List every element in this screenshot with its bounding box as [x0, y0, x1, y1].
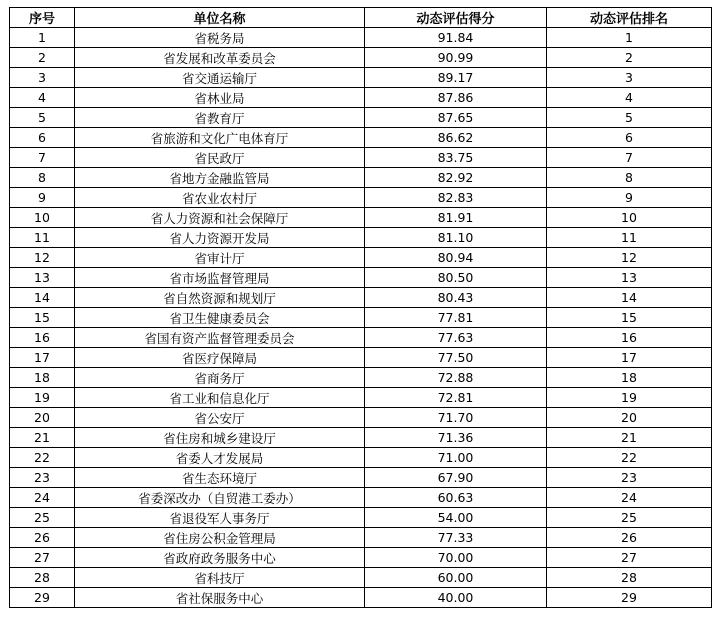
score-value: 90.99 — [365, 48, 547, 68]
unit-name: 省科技厅 — [75, 568, 365, 588]
table-row — [10, 468, 712, 488]
unit-name: 省政府政务服务中心 — [75, 548, 365, 568]
row-number: 2 — [10, 48, 75, 68]
rank-value: 11 — [547, 228, 712, 248]
unit-name: 省交通运输厅 — [75, 68, 365, 88]
score-value: 82.83 — [365, 188, 547, 208]
unit-name: 省社保服务中心 — [75, 588, 365, 608]
rank-value: 22 — [547, 448, 712, 468]
row-number: 7 — [10, 148, 75, 168]
rank-value: 29 — [547, 588, 712, 608]
rank-value: 20 — [547, 408, 712, 428]
unit-name: 省工业和信息化厅 — [75, 388, 365, 408]
table-row — [10, 68, 712, 88]
table-row — [10, 308, 712, 328]
row-number: 14 — [10, 288, 75, 308]
rank-value: 14 — [547, 288, 712, 308]
unit-name: 省医疗保障局 — [75, 348, 365, 368]
score-value: 87.65 — [365, 108, 547, 128]
row-number: 9 — [10, 188, 75, 208]
score-value: 91.84 — [365, 28, 547, 48]
table-row — [10, 448, 712, 468]
row-number: 4 — [10, 88, 75, 108]
table-row — [10, 228, 712, 248]
row-number: 25 — [10, 508, 75, 528]
score-value: 77.81 — [365, 308, 547, 328]
row-number: 19 — [10, 388, 75, 408]
rank-value: 24 — [547, 488, 712, 508]
table-row — [10, 328, 712, 348]
row-number: 21 — [10, 428, 75, 448]
score-value: 89.17 — [365, 68, 547, 88]
unit-name: 省农业农村厅 — [75, 188, 365, 208]
table-row — [10, 108, 712, 128]
unit-name: 省市场监督管理局 — [75, 268, 365, 288]
score-value: 40.00 — [365, 588, 547, 608]
table-row — [10, 508, 712, 528]
score-value: 81.10 — [365, 228, 547, 248]
table-row — [10, 148, 712, 168]
table-row — [10, 28, 712, 48]
row-number: 24 — [10, 488, 75, 508]
row-number: 6 — [10, 128, 75, 148]
table-row — [10, 408, 712, 428]
unit-name: 省卫生健康委员会 — [75, 308, 365, 328]
score-value: 77.63 — [365, 328, 547, 348]
row-number: 8 — [10, 168, 75, 188]
row-number: 13 — [10, 268, 75, 288]
table-row — [10, 88, 712, 108]
rank-value: 27 — [547, 548, 712, 568]
header-no: 序号 — [10, 8, 75, 28]
unit-name: 省委深改办（自贸港工委办） — [75, 488, 365, 508]
score-value: 77.50 — [365, 348, 547, 368]
table-row — [10, 208, 712, 228]
table-row — [10, 128, 712, 148]
row-number: 17 — [10, 348, 75, 368]
row-number: 18 — [10, 368, 75, 388]
rank-value: 1 — [547, 28, 712, 48]
rank-value: 12 — [547, 248, 712, 268]
score-value: 54.00 — [365, 508, 547, 528]
rank-value: 19 — [547, 388, 712, 408]
rank-value: 7 — [547, 148, 712, 168]
unit-name: 省自然资源和规划厅 — [75, 288, 365, 308]
unit-name: 省住房公积金管理局 — [75, 528, 365, 548]
score-value: 71.00 — [365, 448, 547, 468]
table-row — [10, 388, 712, 408]
unit-name: 省商务厅 — [75, 368, 365, 388]
table-row — [10, 548, 712, 568]
table-row — [10, 188, 712, 208]
unit-name: 省国有资产监督管理委员会 — [75, 328, 365, 348]
score-value: 71.36 — [365, 428, 547, 448]
score-value: 80.94 — [365, 248, 547, 268]
row-number: 22 — [10, 448, 75, 468]
rank-value: 26 — [547, 528, 712, 548]
rank-value: 2 — [547, 48, 712, 68]
score-value: 86.62 — [365, 128, 547, 148]
rank-value: 13 — [547, 268, 712, 288]
score-value: 72.88 — [365, 368, 547, 388]
table-row — [10, 48, 712, 68]
table-body — [10, 28, 712, 608]
table-row — [10, 568, 712, 588]
row-number: 5 — [10, 108, 75, 128]
table-row — [10, 528, 712, 548]
rank-value: 16 — [547, 328, 712, 348]
unit-name: 省住房和城乡建设厅 — [75, 428, 365, 448]
score-value: 60.00 — [365, 568, 547, 588]
score-value: 70.00 — [365, 548, 547, 568]
score-value: 67.90 — [365, 468, 547, 488]
rank-value: 6 — [547, 128, 712, 148]
score-value: 71.70 — [365, 408, 547, 428]
table-row — [10, 348, 712, 368]
score-value: 77.33 — [365, 528, 547, 548]
rank-value: 8 — [547, 168, 712, 188]
rank-value: 21 — [547, 428, 712, 448]
unit-name: 省旅游和文化广电体育厅 — [75, 128, 365, 148]
table-header — [10, 8, 712, 28]
score-value: 60.63 — [365, 488, 547, 508]
rank-value: 18 — [547, 368, 712, 388]
table-row — [10, 588, 712, 608]
row-number: 26 — [10, 528, 75, 548]
table-row — [10, 248, 712, 268]
score-value: 82.92 — [365, 168, 547, 188]
score-value: 81.91 — [365, 208, 547, 228]
table-row — [10, 268, 712, 288]
table-row — [10, 368, 712, 388]
header-score: 动态评估得分 — [365, 8, 547, 28]
row-number: 23 — [10, 468, 75, 488]
score-value: 87.86 — [365, 88, 547, 108]
table-row — [10, 428, 712, 448]
rank-value: 9 — [547, 188, 712, 208]
rank-value: 3 — [547, 68, 712, 88]
evaluation-table — [9, 7, 712, 608]
row-number: 1 — [10, 28, 75, 48]
header-row — [10, 8, 712, 28]
unit-name: 省委人才发展局 — [75, 448, 365, 468]
row-number: 28 — [10, 568, 75, 588]
unit-name: 省民政厅 — [75, 148, 365, 168]
row-number: 20 — [10, 408, 75, 428]
rank-value: 23 — [547, 468, 712, 488]
row-number: 15 — [10, 308, 75, 328]
unit-name: 省生态环境厅 — [75, 468, 365, 488]
row-number: 12 — [10, 248, 75, 268]
rank-value: 15 — [547, 308, 712, 328]
rank-value: 28 — [547, 568, 712, 588]
score-value: 72.81 — [365, 388, 547, 408]
row-number: 27 — [10, 548, 75, 568]
rank-value: 10 — [547, 208, 712, 228]
rank-value: 5 — [547, 108, 712, 128]
rank-value: 17 — [547, 348, 712, 368]
unit-name: 省退役军人事务厅 — [75, 508, 365, 528]
header-rank: 动态评估排名 — [547, 8, 712, 28]
table-row — [10, 488, 712, 508]
unit-name: 省人力资源开发局 — [75, 228, 365, 248]
score-value: 80.50 — [365, 268, 547, 288]
unit-name: 省林业局 — [75, 88, 365, 108]
table-row — [10, 168, 712, 188]
unit-name: 省地方金融监管局 — [75, 168, 365, 188]
unit-name: 省税务局 — [75, 28, 365, 48]
score-value: 80.43 — [365, 288, 547, 308]
score-value: 83.75 — [365, 148, 547, 168]
rank-value: 25 — [547, 508, 712, 528]
unit-name: 省发展和改革委员会 — [75, 48, 365, 68]
unit-name: 省公安厅 — [75, 408, 365, 428]
row-number: 3 — [10, 68, 75, 88]
table-row — [10, 288, 712, 308]
header-unit-name: 单位名称 — [75, 8, 365, 28]
unit-name: 省教育厅 — [75, 108, 365, 128]
row-number: 10 — [10, 208, 75, 228]
row-number: 16 — [10, 328, 75, 348]
row-number: 29 — [10, 588, 75, 608]
row-number: 11 — [10, 228, 75, 248]
rank-value: 4 — [547, 88, 712, 108]
unit-name: 省人力资源和社会保障厅 — [75, 208, 365, 228]
unit-name: 省审计厅 — [75, 248, 365, 268]
